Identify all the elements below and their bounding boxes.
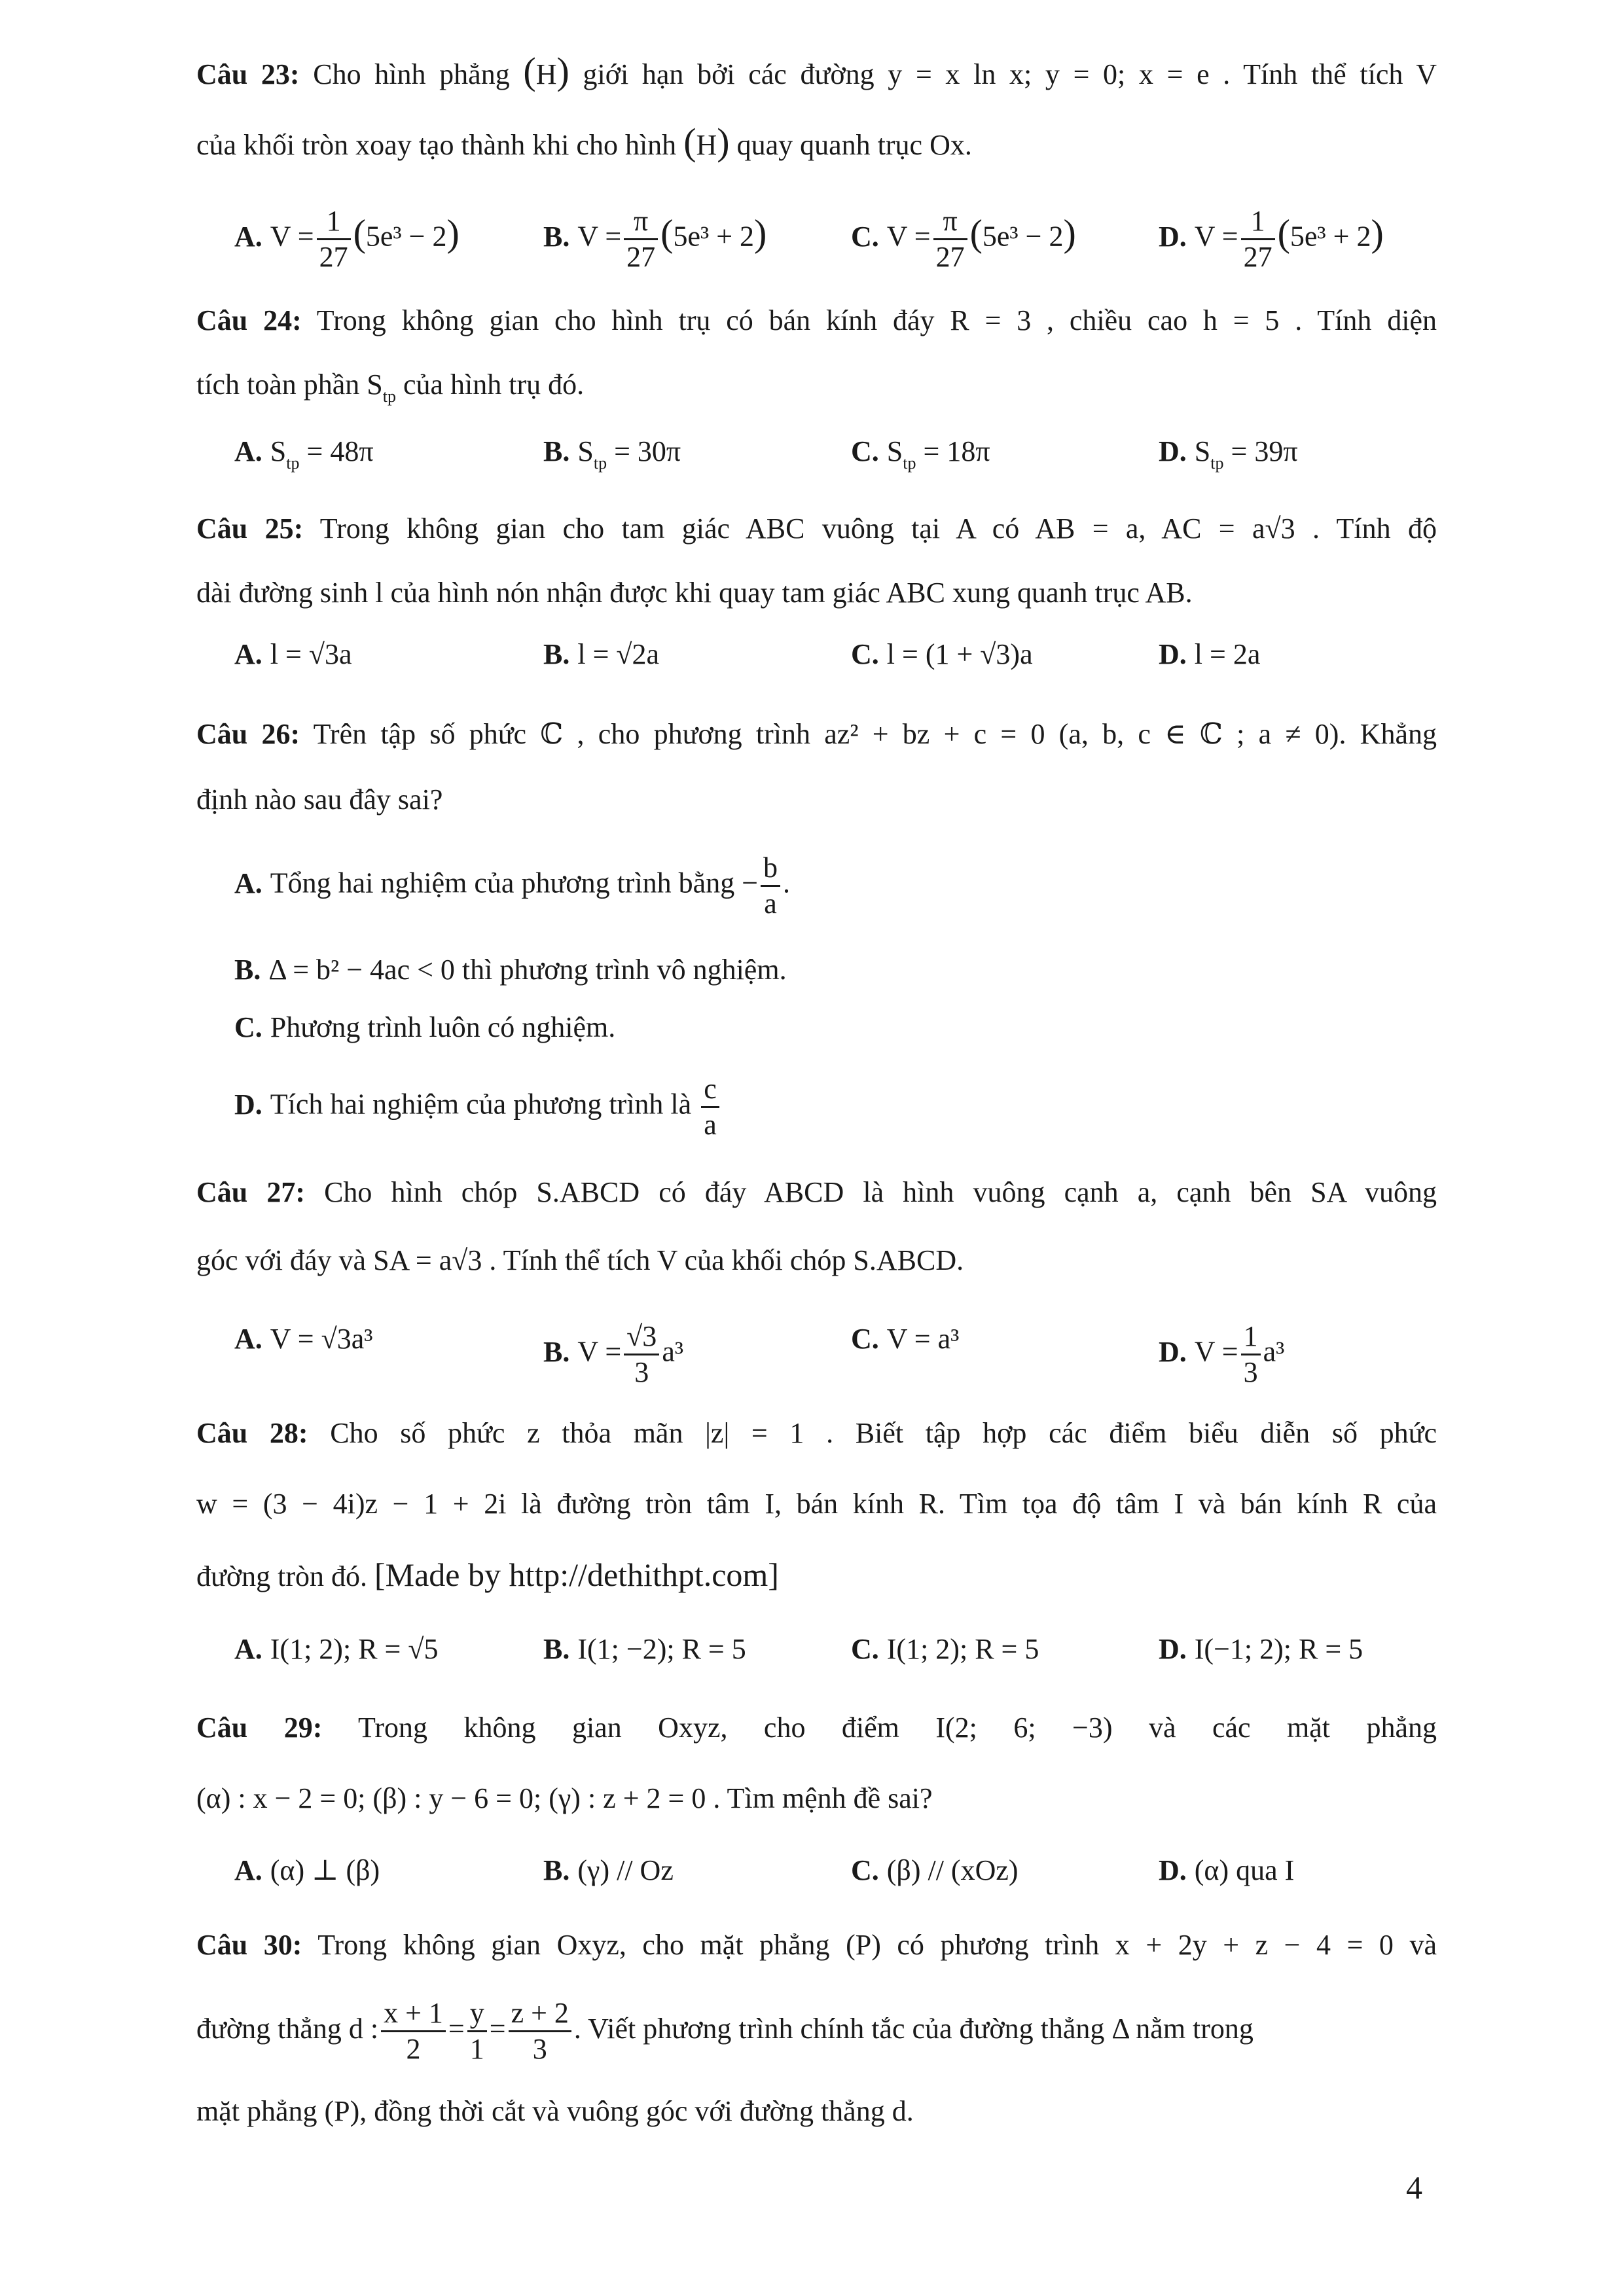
q23-option-b[interactable]: B. V = $\frac{\pi}{27}$ (5e³ + 2) [543, 205, 767, 273]
q27-option-c[interactable]: C. V = a³ [851, 1323, 960, 1355]
q27-option-d[interactable]: D. V = $\frac{1}{3}$ a³ [1159, 1320, 1285, 1388]
q24-option-a[interactable]: A. $S_{tp} = 48\pi$ [234, 435, 374, 473]
q25-option-c[interactable]: C. l = (1 + √3)a [851, 638, 1033, 670]
q23-option-d[interactable]: D. V = $\frac{1}{27}$ (5e³ + 2) [1159, 205, 1384, 273]
q29-option-c[interactable]: C. (β) // (xOz) [851, 1854, 1019, 1886]
q24-line1: Câu 24: Trong không gian cho hình trụ có bán kính đáy R = 3 , chiều cao h = 5 . Tính diện [196, 304, 1437, 336]
q24-option-d[interactable]: D. $S_{tp} = 39\pi$ [1159, 435, 1298, 473]
q29-line1: Câu 29: Trong không gian Oxyz, cho điểm I(2; 6; −3) và các mặt phẳng [196, 1712, 1437, 1744]
q26-option-c[interactable]: C. Phương trình luôn có nghiệm. [234, 1011, 616, 1043]
q28-option-c[interactable]: C. I(1; 2); R = 5 [851, 1633, 1039, 1665]
q25-option-a[interactable]: A. l = √3a [234, 638, 352, 670]
q30-line3: mặt phẳng (P), đồng thời cắt và vuông góc với đường thẳng d. [196, 2095, 914, 2127]
page-number: 4 [1406, 2169, 1422, 2206]
q26-line1: Câu 26: Trên tập số phức ℂ , cho phương trình az² + bz + c = 0 (a, b, c ∈ ℂ ; a ≠ 0). Khẳng [196, 718, 1437, 750]
q26-option-d[interactable]: D. Tích hai nghiệm của phương trình là $\frac{c}{a}$ [234, 1072, 722, 1142]
q30-line1: Câu 30: Trong không gian Oxyz, cho mặt phẳng (P) có phương trình x + 2y + z − 4 = 0 và [196, 1929, 1437, 1961]
q23-line1: Câu 23: Cho hình phẳng (H) giới hạn bởi các đường y = x ln x; y = 0; x = e . Tính thể tích V [196, 50, 1437, 92]
q28-line1: Câu 28: Cho số phức z thỏa mãn |z| = 1 . Biết tập hợp các điểm biểu diễn số phức [196, 1417, 1437, 1449]
q24-option-c[interactable]: C. $S_{tp} = 18\pi$ [851, 435, 990, 473]
q25-line2: dài đường sinh l của hình nón nhận được khi quay tam giác ABC xung quanh trục AB. [196, 577, 1193, 609]
q27-line1: Câu 27: Cho hình chóp S.ABCD có đáy ABCD là hình vuông cạnh a, cạnh bên SA vuông [196, 1176, 1437, 1208]
q26-line2: định nào sau đây sai? [196, 783, 443, 816]
q28-line3: đường tròn đó. [Made by http://dethithpt.com] [196, 1556, 779, 1593]
q24-line2: tích toàn phần $S_{tp}$ của hình trụ đó. [196, 368, 585, 406]
q29-option-a[interactable]: A. (α) ⊥ (β) [234, 1854, 380, 1886]
q23-option-c[interactable]: C. V = $\frac{\pi}{27}$ (5e³ − 2) [851, 205, 1076, 273]
q28-option-b[interactable]: B. I(1; −2); R = 5 [543, 1633, 746, 1665]
q30-line2: đường thẳng d : $\frac{x + 1}{2}$ = $\frac{y}{1}$ = $\frac{z + 2}{3}$ . Viết phương trình chính tắc của đường thẳng Δ nằm trong [196, 1997, 1254, 2066]
q25-line1: Câu 25: Trong không gian cho tam giác ABC vuông tại A có AB = a, AC = a√3 . Tính độ [196, 512, 1437, 545]
q25-option-d[interactable]: D. l = 2a [1159, 638, 1261, 670]
q24-option-b[interactable]: B. $S_{tp} = 30\pi$ [543, 435, 681, 473]
q29-line2: (α) : x − 2 = 0; (β) : y − 6 = 0; (γ) : z + 2 = 0 . Tìm mệnh đề sai? [196, 1782, 933, 1814]
q29-option-b[interactable]: B. (γ) // Oz [543, 1854, 674, 1886]
q26-option-b[interactable]: B. Δ = b² − 4ac < 0 thì phương trình vô nghiệm. [234, 954, 787, 986]
q27-option-b[interactable]: B. V = $\frac{√3}{3}$ a³ [543, 1320, 684, 1388]
q29-option-d[interactable]: D. (α) qua I [1159, 1854, 1295, 1886]
q25-option-b[interactable]: B. l = √2a [543, 638, 660, 670]
watermark-text: [Made by http://dethithpt.com] [374, 1556, 779, 1593]
q28-line2: w = (3 − 4i)z − 1 + 2i là đường tròn tâm I, bán kính R. Tìm tọa độ tâm I và bán kính R của [196, 1488, 1437, 1520]
q23-option-a[interactable]: A. V = $\frac{1}{27}$ (5e³ − 2) [234, 205, 460, 273]
q23-line2: của khối tròn xoay tạo thành khi cho hình (H) quay quanh trục Ox. [196, 120, 972, 163]
q28-option-d[interactable]: D. I(−1; 2); R = 5 [1159, 1633, 1363, 1665]
q27-option-a[interactable]: A. V = √3a³ [234, 1323, 373, 1355]
q26-option-a[interactable]: A. Tổng hai nghiệm của phương trình bằng − $\frac{b}{a}$ . [234, 852, 791, 920]
q27-line2: góc với đáy và SA = a√3 . Tính thể tích V của khối chóp S.ABCD. [196, 1244, 964, 1276]
q28-option-a[interactable]: A. I(1; 2); R = √5 [234, 1633, 439, 1665]
